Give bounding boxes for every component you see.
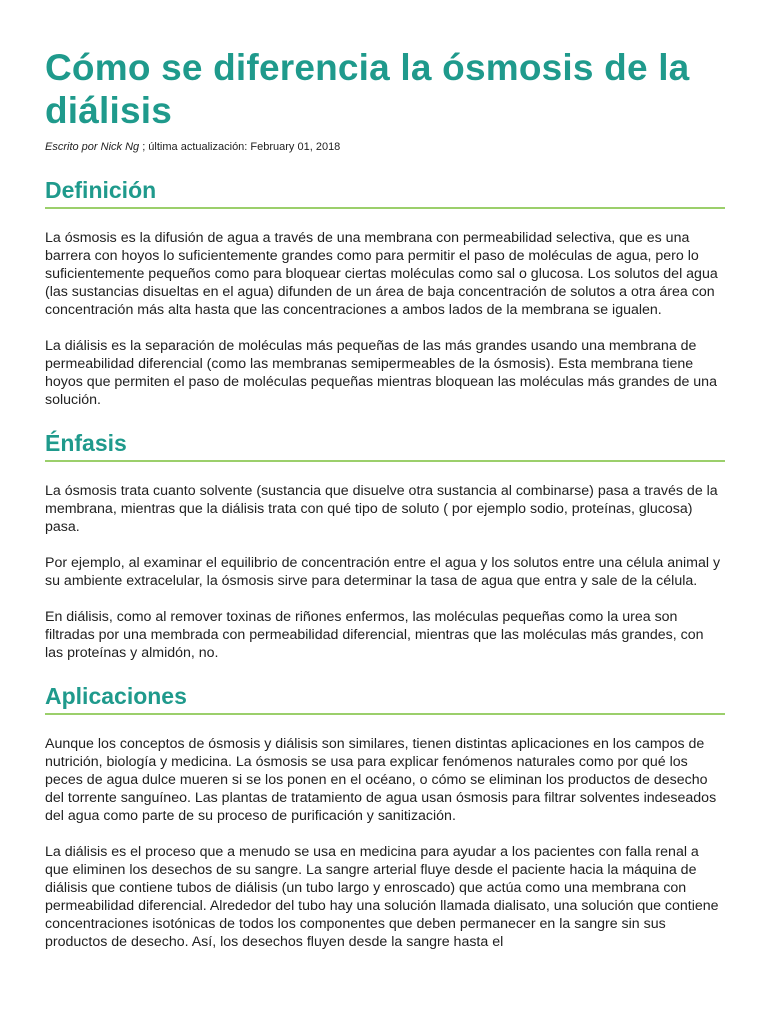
byline-date: ; última actualización: February 01, 2018 (139, 141, 341, 153)
article (45, 46, 725, 951)
paragraph: La diálisis es el proceso que a menudo se usa en medicina para ayudar a los pacientes con falla renal a que eliminen los desechos de su sangre. La sangre arterial fluye desde el paciente hacia la máquina de diálisis que contiene tubos de diálisis (un tubo largo y enroscado) que actúa como una membrana con permeabilidad diferencial. Alrededor del tubo hay una solución llamada dialisato, una solución que contiene concentraciones isotónicas de todos los componentes que deben permanecer en la sangre sin sus productos de desecho. Así, los desechos fluyen desde la sangre hasta el (45, 844, 719, 950)
byline (45, 140, 725, 154)
section-heading-enfasis: Énfasis (45, 429, 725, 462)
section-heading-definicion: Definición (45, 176, 725, 209)
section-heading-aplicaciones: Aplicaciones (45, 682, 725, 715)
paragraph: La ósmosis trata cuanto solvente (sustancia que disuelve otra sustancia al combinarse) pasa a través de la membrana, mientras que la diálisis trata con qué tipo de soluto ( por ejemplo sodio, proteínas, glucosa) pasa. (45, 483, 718, 535)
paragraph: Por ejemplo, al examinar el equilibrio de concentración entre el agua y los solutos entre una célula animal y su ambiente extracelular, la ósmosis sirve para determinar la tasa de agua que entra y sale de la célula. (45, 555, 721, 589)
paragraph: La ósmosis es la difusión de agua a través de una membrana con permeabilidad selectiva, que es una barrera con hoyos lo suficientemente grandes como para permitir el paso de moléculas de agua, pero lo suficientemente pequeños como para bloquear ciertas moléculas como sal o glucosa. Los solutos del agua (las sustancias disueltas en el agua) difunden de un área de baja concentración de solutos a otra área con concentración más alta hasta que las concentraciones a ambos lados de la membrana se igualen. (45, 230, 718, 318)
section-definicion (45, 176, 725, 409)
section-enfasis (45, 429, 725, 662)
paragraph: En diálisis, como al remover toxinas de riñones enfermos, las moléculas pequeñas como la urea son filtradas por una membrada con permeabilidad diferencial, mientras que las moléculas más grandes, con las proteínas y almidón, no. (45, 609, 704, 661)
paragraph: Aunque los conceptos de ósmosis y diálisis son similares, tienen distintas aplicaciones en los campos de nutrición, biología y medicina. La ósmosis se usa para explicar fenómenos naturales como por qué los peces de agua dulce mueren si se los ponen en el océano, o cómo se eliminan los productos de desecho del torrente sanguíneo. Las plantas de tratamiento de agua usan ósmosis para filtrar solventes indeseados del agua como parte de su proceso de purificación y sanitización. (45, 736, 717, 824)
section-aplicaciones (45, 682, 725, 951)
paragraph: La diálisis es la separación de moléculas más pequeñas de las más grandes usando una membrana de permeabilidad diferencial (como las membranas semipermeables de la ósmosis). Esta membrana tiene hoyos que permiten el paso de moléculas pequeñas mientras bloquean las moléculas más grandes de una solución. (45, 338, 717, 408)
byline-author: Escrito por Nick Ng (45, 141, 140, 153)
article-title: Cómo se diferencia la ósmosis de la diálisis (45, 47, 690, 131)
